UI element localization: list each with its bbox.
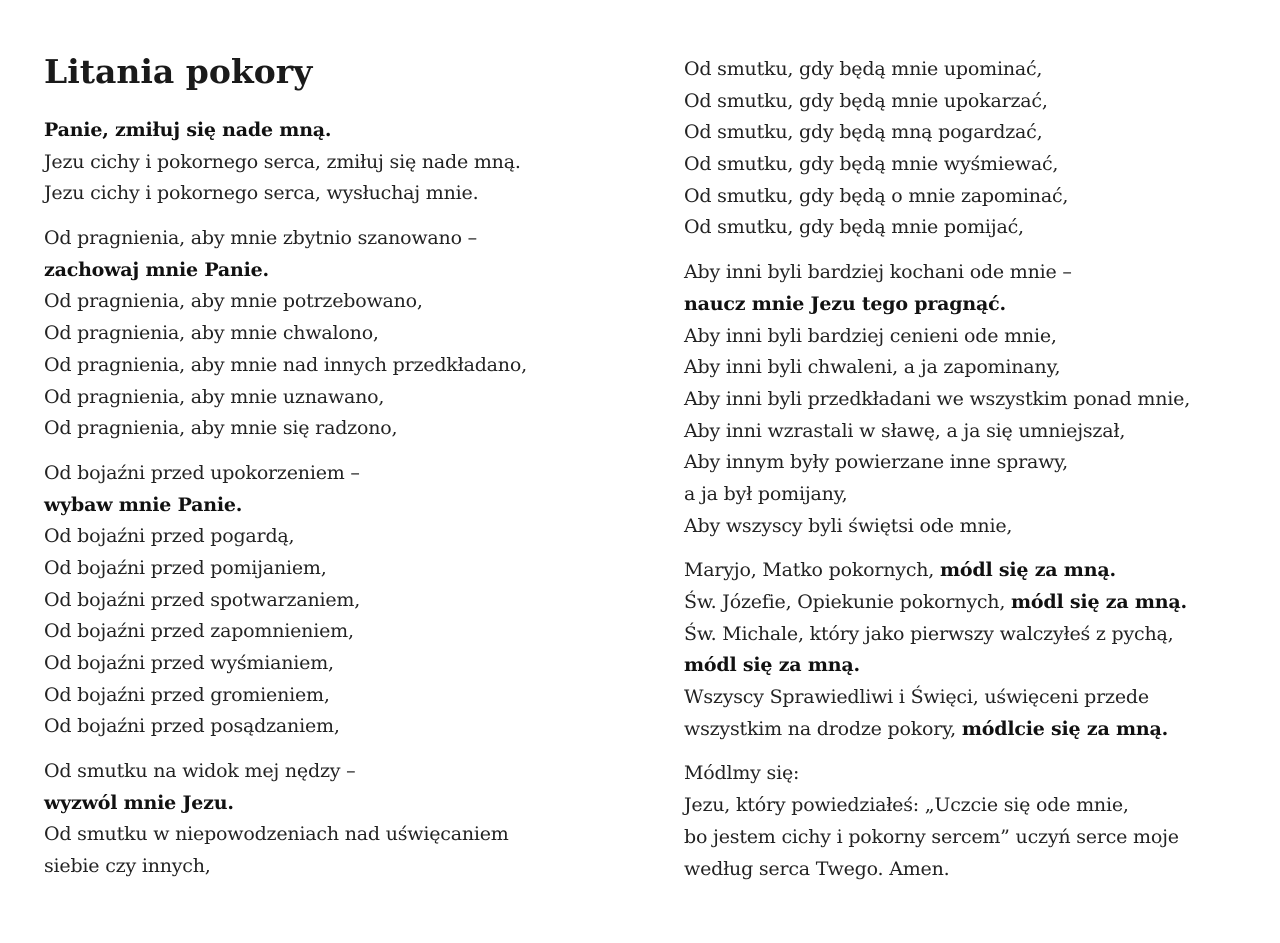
text-line [44, 286, 527, 318]
invocation-text: wszystkim na drodze pokory, [684, 717, 962, 740]
response-text: wybaw mnie Panie. [44, 493, 243, 516]
text-line [44, 178, 527, 210]
text-line [44, 585, 527, 617]
text-line [44, 680, 527, 712]
text-line [44, 223, 527, 255]
text-line [44, 616, 527, 648]
text-line [684, 117, 1190, 149]
text-line [44, 490, 527, 522]
response-text: módlcie się za mną. [961, 717, 1169, 740]
page-title: Litania pokory [44, 52, 313, 91]
invocation-text: Od smutku na widok mej nędzy – [44, 760, 356, 783]
text-line [684, 790, 1190, 822]
invocation-text: Aby inni byli bardziej kochani ode mnie – [684, 261, 1072, 284]
text-line [44, 648, 527, 680]
text-line [44, 553, 527, 585]
right-stanzas [684, 54, 1190, 898]
text-line [44, 711, 527, 743]
invocation-text: Od smutku, gdy będą mnie upominać, [684, 58, 1043, 80]
stanza [44, 115, 527, 210]
text-line [684, 822, 1190, 854]
response-text: naucz mnie Jezu tego pragnąć. [684, 292, 1006, 315]
invocation-text: Od smutku, gdy będą mną pogardzać, [684, 121, 1043, 144]
text-line [684, 650, 1190, 682]
invocation-text: Maryjo, Matko pokornych, [684, 559, 940, 582]
response-text: wyzwól mnie Jezu. [44, 791, 234, 814]
response-text: módl się za mną. [1011, 591, 1187, 613]
text-line [684, 854, 1190, 886]
invocation-text: Aby inni byli bardziej cenieni ode mnie, [684, 324, 1057, 347]
invocation-text: bo jestem cichy i pokorny sercem” uczyń serce moje [684, 825, 1179, 848]
stanza [684, 54, 1190, 244]
invocation-text: Módlmy się: [684, 762, 800, 785]
text-line [44, 147, 527, 179]
invocation-text: Od bojaźni przed pomijaniem, [44, 556, 327, 579]
text-line [684, 587, 1190, 619]
text-line [684, 511, 1190, 543]
text-line [44, 788, 527, 820]
invocation-text: Jezu cichy i pokornego serca, zmiłuj się nade mną. [44, 150, 521, 173]
text-line [44, 756, 527, 788]
invocation-text: Od smutku, gdy będą mnie wyśmiewać, [684, 153, 1059, 176]
text-line [44, 255, 527, 287]
stanza [44, 223, 527, 445]
invocation-text: Aby inni byli chwaleni, a ja zapominany, [684, 356, 1061, 379]
invocation-text: Od bojaźni przed wyśmianiem, [44, 652, 334, 674]
invocation-text: według serca Twego. Amen. [684, 857, 950, 880]
stanza [44, 458, 527, 743]
text-line [44, 382, 527, 414]
invocation-text: Od smutku, gdy będą o mnie zapominać, [684, 184, 1069, 207]
invocation-text: Od bojaźni przed spotwarzaniem, [44, 588, 361, 611]
response-text: módl się za mną. [939, 559, 1116, 582]
text-line [684, 555, 1190, 587]
invocation-text: Od bojaźni przed posądzaniem, [44, 715, 340, 738]
invocation-text: Św. Michale, który jako pierwszy walczyłeś z pychą, [684, 622, 1174, 645]
invocation-text: Od pragnienia, aby mnie chwalono, [44, 322, 379, 345]
invocation-text: Od pragnienia, aby mnie zbytnio szanowano – [44, 227, 477, 250]
text-line [684, 682, 1190, 714]
text-line [684, 54, 1190, 86]
text-line [44, 413, 527, 445]
stanza [684, 257, 1190, 542]
text-line [684, 447, 1190, 479]
text-line [684, 352, 1190, 384]
text-line [684, 384, 1190, 416]
text-line [684, 289, 1190, 321]
invocation-text: Od pragnienia, aby mnie nad innych przedkładano, [44, 353, 527, 376]
text-line [684, 321, 1190, 353]
invocation-text: Aby inni byli przedkładani we wszystkim ponad mnie, [684, 387, 1191, 410]
text-line [44, 318, 527, 350]
invocation-text: Aby wszyscy byli świętsi ode mnie, [684, 514, 1013, 537]
text-line [44, 350, 527, 382]
invocation-text: Aby innym były powierzane inne sprawy, [684, 451, 1069, 474]
text-line [684, 212, 1190, 244]
text-line [684, 479, 1190, 511]
invocation-text: a ja był pomijany, [684, 482, 848, 505]
text-line [44, 521, 527, 553]
text-line [44, 819, 527, 851]
stanza [684, 758, 1190, 885]
invocation-text: Św. Józefie, Opiekunie pokornych, [684, 591, 1012, 613]
invocation-text: Od pragnienia, aby mnie potrzebowano, [44, 290, 423, 313]
left-stanzas [44, 115, 527, 896]
text-line [684, 181, 1190, 213]
invocation-text: Jezu cichy i pokornego serca, wysłuchaj mnie. [44, 182, 479, 205]
invocation-text: Od pragnienia, aby mnie uznawano, [44, 385, 385, 408]
invocation-text: siebie czy innych, [44, 855, 211, 878]
text-line [44, 851, 527, 883]
invocation-text: Wszyscy Sprawiedliwi i Święci, uświęceni przede [684, 686, 1149, 709]
invocation-text: Aby inni wzrastali w sławę, a ja się umniejszał, [684, 419, 1126, 442]
invocation-text: Od pragnienia, aby mnie się radzono, [44, 417, 398, 440]
invocation-text: Od smutku w niepowodzeniach nad uświęcaniem [44, 823, 509, 846]
invocation-text: Od bojaźni przed gromieniem, [44, 683, 330, 706]
invocation-text: Od smutku, gdy będą mnie upokarzać, [684, 89, 1048, 112]
text-line [684, 619, 1190, 651]
text-line [684, 416, 1190, 448]
text-line [684, 758, 1190, 790]
text-line [44, 115, 527, 147]
text-line [44, 458, 527, 490]
invocation-text: Od bojaźni przed pogardą, [44, 525, 295, 548]
text-line [684, 257, 1190, 289]
stanza [44, 756, 527, 883]
response-text: módl się za mną. [684, 654, 860, 677]
response-text: Panie, zmiłuj się nade mną. [44, 119, 332, 141]
text-line [684, 714, 1190, 746]
invocation-text: Od smutku, gdy będą mnie pomijać, [684, 216, 1024, 239]
invocation-text: Jezu, który powiedziałeś: „Uczcie się ode mnie, [684, 794, 1129, 817]
text-line [684, 149, 1190, 181]
stanza [684, 555, 1190, 745]
invocation-text: Od bojaźni przed upokorzeniem – [44, 461, 360, 484]
invocation-text: Od bojaźni przed zapomnieniem, [44, 620, 354, 643]
text-line [684, 86, 1190, 118]
response-text: zachowaj mnie Panie. [44, 258, 269, 281]
